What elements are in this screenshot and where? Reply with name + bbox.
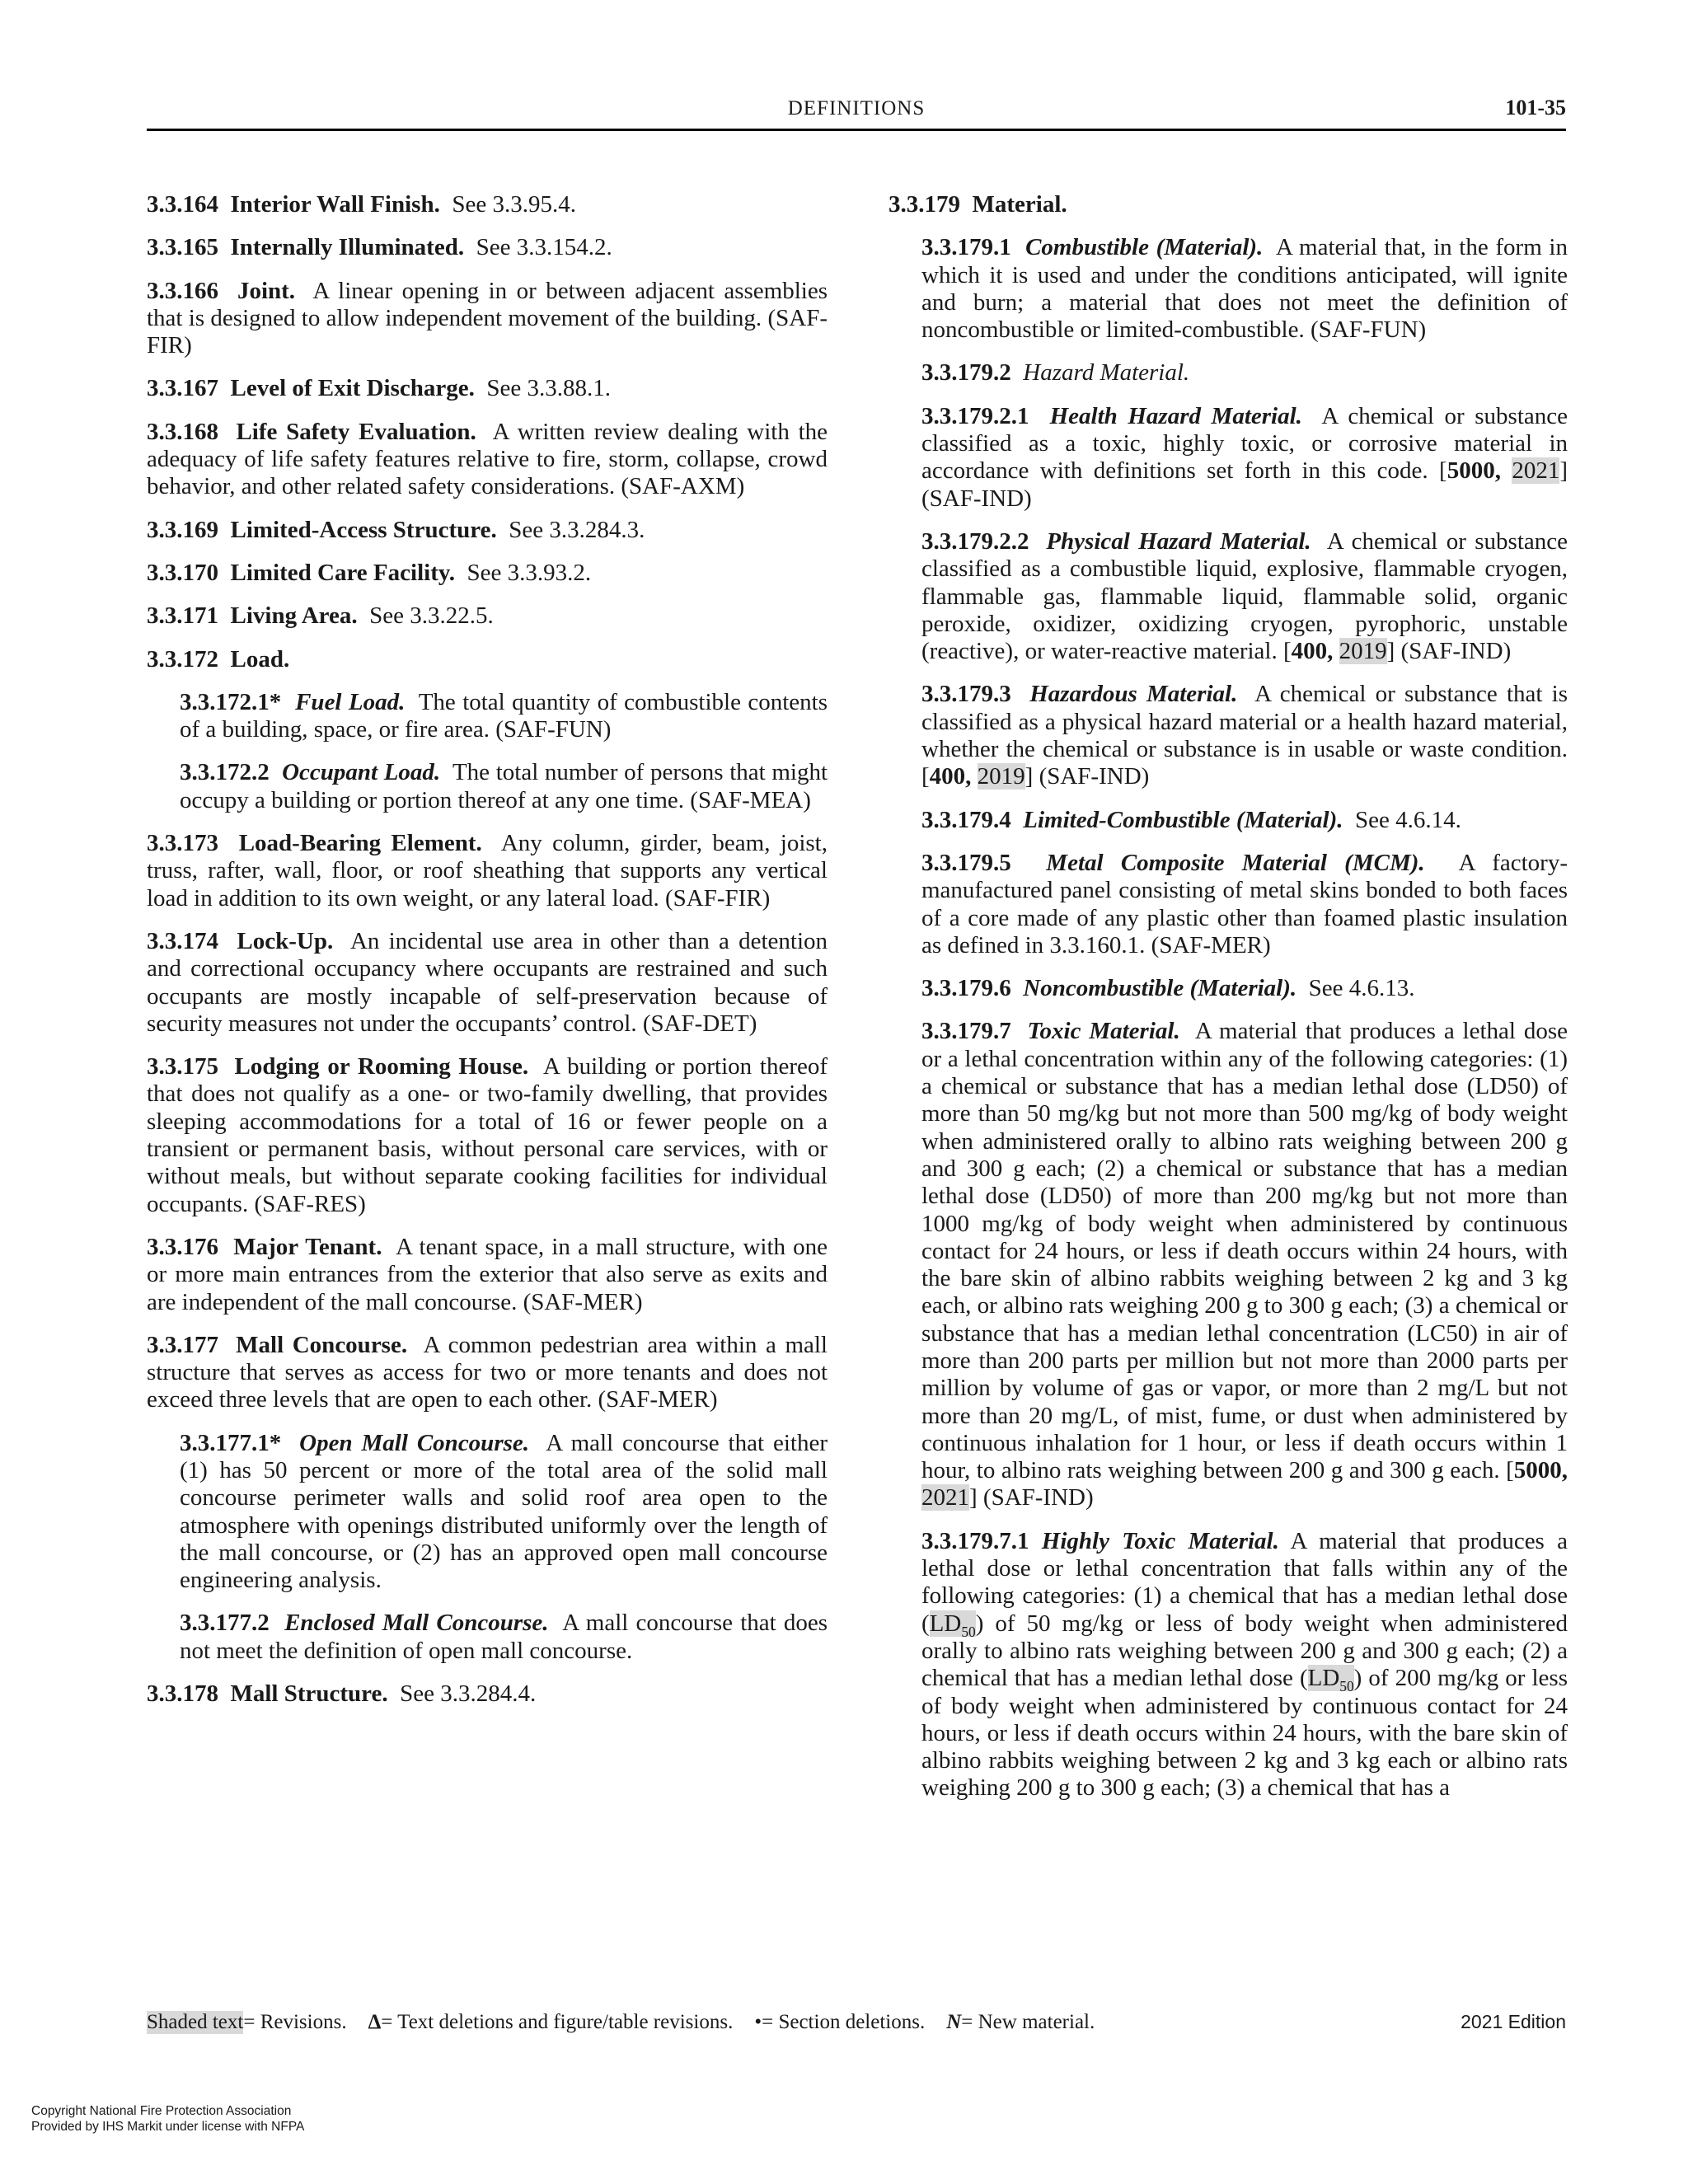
entry-number: 3.3.179.3 [921, 681, 1011, 708]
page-number: 101-35 [1505, 96, 1566, 120]
entry-number: 3.3.179.2.1 [921, 402, 1029, 429]
entry-number: 3.3.175 [147, 1053, 218, 1080]
definition-entry [147, 830, 828, 912]
definition-entry [921, 403, 1568, 513]
entry-term: Living Area. [230, 602, 358, 630]
definition-entry [147, 375, 828, 402]
entry-text: See 3.3.284.3. [509, 516, 645, 543]
entry-number: 3.3.179.2.2 [921, 527, 1029, 555]
reference-year: 2021 [921, 1484, 969, 1511]
entry-term: Enclosed Mall Concourse. [284, 1610, 549, 1637]
definition-entry [180, 1610, 828, 1665]
entry-text: A chemical or substance classified as a toxic, highly toxic, or corrosive material in accordance with definitions set forth in this code. [ [921, 402, 1568, 485]
entry-number: 3.3.165 [147, 234, 218, 261]
definition-entry [889, 191, 1568, 218]
delta-icon: Δ [368, 2011, 382, 2033]
entry-text: A building or portion thereof that does not qualify as a one- or two-family dwelling, that provides sleeping accommodations for a total of 16 or fewer people on a transient or permanent basis, without personal care services, with or without meals, but without separate cooking facilities for individual occupants. (SAF-RES) [147, 1053, 828, 1217]
ld-subscript: 50 [1339, 1678, 1354, 1695]
entry-term: Limited-Access Structure. [230, 516, 497, 543]
entry-text: A material that produces a lethal dose or lethal concentration that falls within any of the following categories: (1) a chemical that has a median lethal dose ( [921, 1527, 1568, 1637]
entry-term: Life Safety Evaluation. [236, 418, 476, 445]
entry-text: A chemical or substance classified as a combustible liquid, explosive, flammable cryogen, flammable gas, flammable liquid, flammable solid, organic peroxide, oxidizer, oxidizing cryogen, pyrophoric, unstable (reactive), or water-reactive material. [ [921, 527, 1568, 665]
license-line: Provided by IHS Markit under license with NFPA [31, 2120, 305, 2134]
entry-term: Mall Structure. [230, 1680, 388, 1708]
left-column [147, 191, 828, 1723]
legend-text: = New material. [961, 2011, 1095, 2033]
page-header [147, 92, 1566, 131]
entry-term: Load-Bearing Element. [238, 830, 482, 857]
reference-document: 5000, [1447, 457, 1501, 485]
entry-number: 3.3.176 [147, 1233, 218, 1260]
entry-term: Occupant Load. [282, 759, 441, 786]
entry-term: Fuel Load. [295, 688, 406, 715]
bullet-icon: • [754, 2011, 762, 2033]
entry-number: 3.3.179.6 [921, 975, 1011, 1002]
copyright-notice [31, 2103, 304, 2135]
ld-abbrev: LD [929, 1610, 962, 1637]
entry-term: Level of Exit Discharge. [230, 375, 475, 402]
entry-number: 3.3.173 [147, 830, 218, 857]
ld-subscript: 50 [961, 1623, 976, 1640]
entry-text: See 4.6.14. [1355, 806, 1461, 833]
entry-text: An incidental use area in other than a detention and correctional occupancy where occupants are restrained and such occupants are mostly incapable of self-preservation because of security measures not under the occupants’ control. (SAF-DET) [147, 927, 828, 1037]
reference-document: 400, [929, 763, 972, 790]
definition-entry [921, 528, 1568, 665]
entry-text: ) of 200 mg/kg or less of body weight when administered by continuous contact for 24 hours, or less if death occurs within 24 hours, with the bare skin of albino rabbits weighing between 2 kg and 3 kg each or albino rats weighing 200 g to 300 g each; (3) a chemical that has a [921, 1665, 1568, 1802]
entry-text: See 4.6.13. [1308, 975, 1415, 1002]
new-material-icon: N [946, 2011, 962, 2033]
entry-text: ] (SAF-IND) [1386, 638, 1512, 665]
reference-document: 400, [1291, 638, 1334, 665]
entry-term: Limited-Combustible (Material). [1023, 806, 1343, 833]
entry-number: 3.3.169 [147, 516, 218, 543]
reference-year: 2019 [1339, 638, 1387, 665]
entry-text: ) of 50 mg/kg or less of body weight when administered orally to albino rats weighing between 200 g and 300 g each; (2) a chemical that has a median lethal dose ( [921, 1610, 1568, 1692]
copyright-line: Copyright National Fire Protection Association [31, 2104, 292, 2118]
entry-text: The total quantity of combustible contents of a building, space, or fire area. (SAF-FUN) [180, 688, 828, 743]
entry-number: 3.3.179.7.1 [921, 1527, 1029, 1554]
entry-term: Hazard Material. [1023, 359, 1190, 387]
definition-entry [921, 1018, 1568, 1511]
entry-number: 3.3.178 [147, 1680, 218, 1708]
entry-number: 3.3.172.2 [180, 759, 270, 786]
entry-text: A linear opening in or between adjacent assemblies that is designed to allow independent movement of the building. (SAF-FIR) [147, 277, 828, 359]
legend-text: = Revisions. [243, 2011, 347, 2033]
entry-term: Physical Hazard Material. [1046, 527, 1311, 555]
entry-term: Health Hazard Material. [1049, 402, 1302, 429]
legend-text: = Section deletions. [762, 2011, 926, 2033]
entry-text: Any column, girder, beam, joist, truss, rafter, wall, floor, or roof sheathing that supports any vertical load in addition to its own weight, or any lateral load. (SAF-FIR) [147, 830, 828, 912]
definition-entry [180, 1430, 828, 1595]
definition-entry [147, 928, 828, 1038]
entry-text: See 3.3.95.4. [452, 191, 576, 218]
revision-legend [147, 2011, 1095, 2034]
definition-entry [921, 1528, 1568, 1802]
entry-number: 3.3.177.2 [180, 1610, 270, 1637]
entry-text: See 3.3.284.4. [400, 1680, 537, 1708]
definition-entry [921, 975, 1568, 1002]
entry-number: 3.3.170 [147, 559, 218, 586]
definition-entry [921, 807, 1568, 834]
entry-number: 3.3.179.4 [921, 806, 1011, 833]
definition-entry [147, 234, 828, 261]
entry-number: 3.3.174 [147, 927, 218, 954]
definition-entry [147, 278, 828, 360]
definition-entry [147, 517, 828, 544]
entry-term: Combustible (Material). [1025, 234, 1264, 261]
right-entries [889, 191, 1568, 1512]
entry-number: 3.3.177.1* [180, 1429, 282, 1456]
entry-text: ] (SAF-IND) [969, 1484, 1094, 1511]
entry-term: Highly Toxic Material. [1041, 1527, 1279, 1554]
section-title: DEFINITIONS [787, 97, 926, 120]
entry-number: 3.3.179.5 [921, 849, 1011, 876]
definition-entry [180, 759, 828, 814]
definition-entry [147, 419, 828, 501]
definition-entry [921, 234, 1568, 344]
revision-shade [929, 1610, 976, 1640]
entry-text: A common pedestrian area within a mall structure that serves as access for two or more tenants and does not exceed three levels that are open to each other. (SAF-MER) [147, 1331, 828, 1413]
entry-number: 3.3.179 [889, 191, 960, 218]
definition-entry [180, 689, 828, 744]
entry-term: Open Mall Concourse. [299, 1429, 530, 1456]
reference-year: 2021 [1512, 457, 1560, 485]
entry-term: Lock-Up. [237, 927, 334, 954]
revision-shade [1307, 1665, 1354, 1695]
entry-text: A material that produces a lethal dose or a lethal concentration within any of the following categories: (1) a chemical or substance that has a median lethal dose (LD50) of more than 50 mg/kg but not more than 500 mg/kg of body weight when administered orally to albino rats weighing between 200 g and 300 g each; (2) a chemical or substance that has a median lethal dose (LD50) of more than 200 mg/kg but not more than 1000 mg/kg of body weight when administered by continuous contact for 24 hours, or less if death occurs within 24 hours, with the bare skin of albino rabbits weighing between 2 kg and 3 kg each, or albino rats weighing 200 g to 300 g each; (3) a chemical or substance that has a median lethal concentration (LC50) in air of more than 200 parts per million but not more than 2000 parts per million by volume of gas or vapor, or more than 2 mg/L but not more than 20 mg/L, of mist, fume, or dust when administered by continuous inhalation for 1 hour, or less if death occurs within 1 hour, to albino rats weighing between 200 g and 300 g each. [ [921, 1018, 1568, 1484]
entry-term: Material. [972, 191, 1067, 218]
entry-text: A tenant space, in a mall structure, with one or more main entrances from the exterior that also serve as exits and are independent of the mall concourse. (SAF-MER) [147, 1233, 828, 1315]
definition-entry [147, 1680, 828, 1708]
entry-term: Load. [230, 645, 290, 673]
entry-text: A chemical or substance that is classified as a physical hazard material or a health hazard material, whether the chemical or substance is in usable or waste condition. [ [921, 681, 1568, 790]
definition-entry [921, 681, 1568, 790]
ld-abbrev: LD [1307, 1665, 1340, 1692]
entry-term: Interior Wall Finish. [230, 191, 440, 218]
entry-term: Lodging or Rooming House. [234, 1053, 529, 1080]
definition-entry [147, 191, 828, 218]
entry-number: 3.3.172 [147, 645, 218, 673]
entry-number: 3.3.171 [147, 602, 218, 630]
entry-term: Joint. [237, 277, 296, 304]
entry-term: Mall Concourse. [236, 1331, 408, 1358]
page-footer [147, 2011, 1566, 2044]
entry-text: The total number of persons that might occupy a building or portion thereof at any one time. (SAF-MEA) [180, 759, 828, 813]
definition-entry [147, 1332, 828, 1414]
entry-term: Limited Care Facility. [230, 559, 455, 586]
entry-text: ] (SAF-IND) [1025, 763, 1150, 790]
edition-label: 2021 Edition [1461, 2011, 1566, 2032]
entry-number: 3.3.179.1 [921, 234, 1011, 261]
entry-term: Hazardous Material. [1029, 681, 1238, 708]
entry-number: 3.3.179.7 [921, 1018, 1011, 1045]
entry-text: A mall concourse that does not meet the definition of open mall concourse. [180, 1610, 828, 1664]
right-column [889, 191, 1568, 1818]
legend-text: = Text deletions and figure/table revisions. [381, 2011, 734, 2033]
definition-entry [147, 1053, 828, 1218]
entry-number: 3.3.167 [147, 375, 218, 402]
entry-number: 3.3.172.1* [180, 688, 282, 715]
entry-text: A mall concourse that either (1) has 50 percent or more of the total area of the solid mall concourse perimeter walls and solid roof area open to the atmosphere with openings distributed uniformly over the length of the mall concourse, or (2) has an approved open mall concourse engineering analysis. [180, 1429, 828, 1594]
entry-term: Metal Composite Material (MCM). [1046, 849, 1425, 876]
entry-text: See 3.3.93.2. [467, 559, 592, 586]
entry-number: 3.3.179.2 [921, 359, 1011, 387]
entry-term: Toxic Material. [1027, 1018, 1180, 1045]
definition-entry [147, 602, 828, 630]
entry-number: 3.3.166 [147, 277, 218, 304]
entry-term: Noncombustible (Material). [1023, 975, 1297, 1002]
entry-text: See 3.3.88.1. [486, 375, 612, 402]
reference-year: 2019 [977, 763, 1025, 790]
entry-text: ] (SAF-IND) [921, 457, 1568, 512]
entry-number: 3.3.168 [147, 418, 218, 445]
entry-number: 3.3.177 [147, 1331, 218, 1358]
definition-entry [921, 850, 1568, 959]
definition-entry [921, 359, 1568, 387]
entry-text: A material that, in the form in which it is used and under the conditions anticipated, will ignite and burn; a material that does not meet the definition of noncombustible or limited-combustible. (SAF-FUN) [921, 234, 1568, 344]
shaded-text-sample: Shaded text [147, 2011, 244, 2033]
entry-text: See 3.3.154.2. [476, 234, 612, 261]
definition-entry [147, 560, 828, 587]
definition-entry [147, 646, 828, 673]
definition-entry [147, 1234, 828, 1316]
entry-text: A written review dealing with the adequacy of life safety features relative to fire, storm, collapse, crowd behavior, and other related safety considerations. (SAF-AXM) [147, 418, 828, 500]
reference-document: 5000, [1513, 1457, 1568, 1484]
entry-term: Internally Illuminated. [230, 234, 465, 261]
entry-term: Major Tenant. [233, 1233, 382, 1260]
entry-text: A factory-manufactured panel consisting of metal skins bonded to both faces of a core made of any plastic other than foamed plastic insulation as defined in 3.3.160.1. (SAF-MER) [921, 849, 1568, 958]
entry-number: 3.3.164 [147, 191, 218, 218]
entry-text: See 3.3.22.5. [369, 602, 494, 630]
